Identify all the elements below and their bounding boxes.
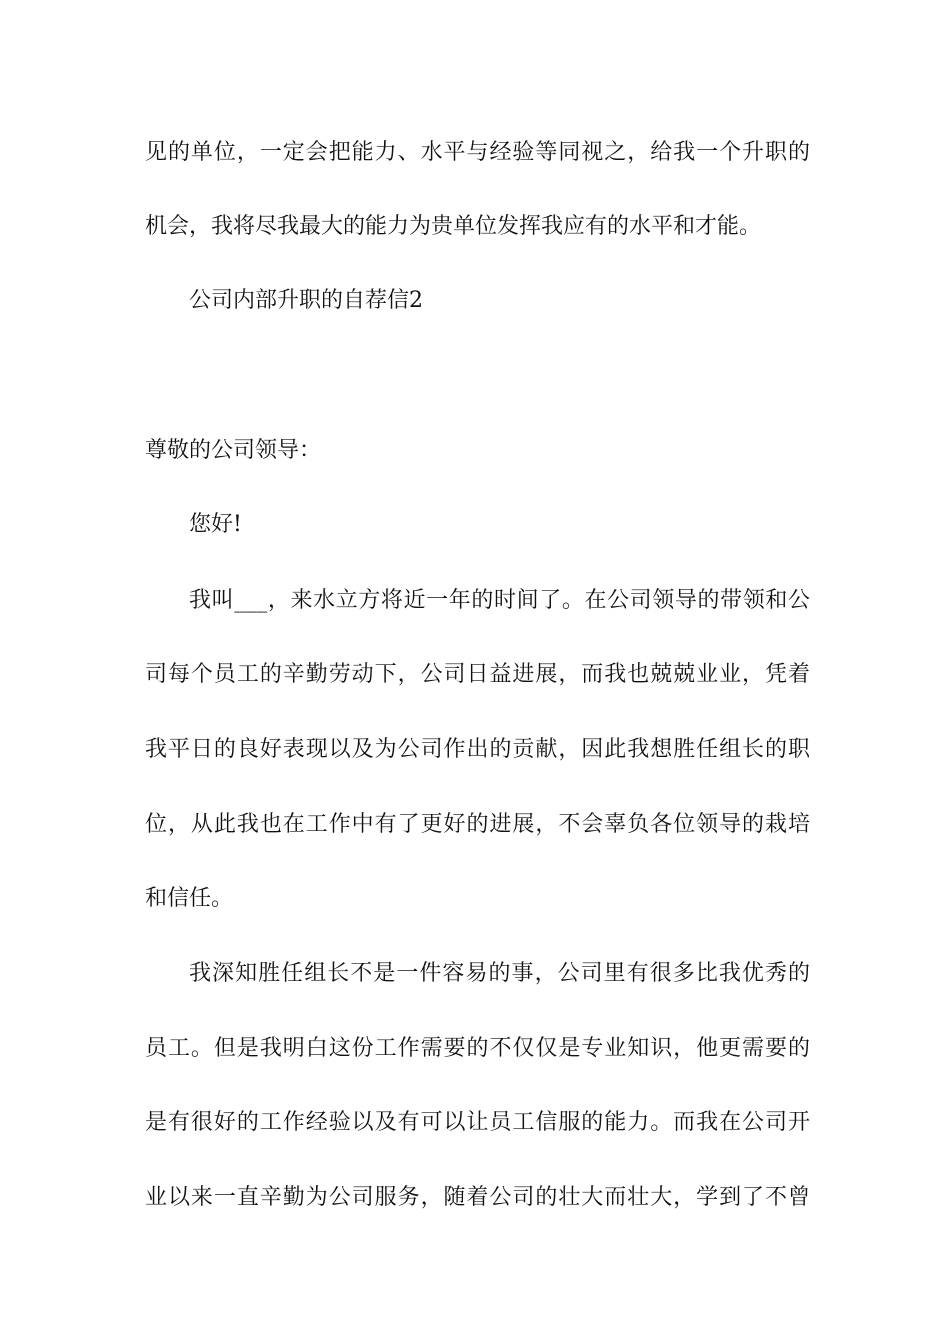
paragraph-2-line-4: 业以来一直辛勤为公司服务，随着公司的壮大而壮大，学到了不曾	[145, 1185, 810, 1210]
paragraph-1-line-3: 我平日的良好表现以及为公司作出的贡献，因此我想胜任组长的职	[145, 737, 810, 762]
paragraph-2-line-1: 我深知胜任组长不是一件容易的事，公司里有很多比我优秀的	[189, 961, 810, 986]
paragraph-2-line-3: 是有很好的工作经验以及有可以让员工信服的能力。而我在公司开	[145, 1110, 810, 1135]
paragraph-1-line-1: 我叫___，来水立方将近一年的时间了。在公司领导的带领和公	[189, 588, 810, 613]
paragraph-1-line-5: 和信任。	[145, 886, 234, 911]
salutation: 尊敬的公司领导：	[145, 438, 322, 463]
paragraph-1-line-4: 位，从此我也在工作中有了更好的进展，不会辜负各位领导的栽培	[145, 812, 810, 837]
paragraph-continued-line-2: 机会，我将尽我最大的能力为贵单位发挥我应有的水平和才能。	[145, 214, 762, 239]
letter-heading: 公司内部升职的自荐信2	[189, 288, 423, 313]
paragraph-continued-line-1: 见的单位，一定会把能力、水平与经验等同视之，给我一个升职的	[145, 140, 810, 165]
paragraph-2-line-2: 员工。但是我明白这份工作需要的不仅仅是专业知识，他更需要的	[145, 1036, 810, 1061]
paragraph-1-line-2: 司每个员工的辛勤劳动下，公司日益进展，而我也兢兢业业，凭着	[145, 662, 810, 687]
greeting: 您好!	[189, 512, 242, 537]
